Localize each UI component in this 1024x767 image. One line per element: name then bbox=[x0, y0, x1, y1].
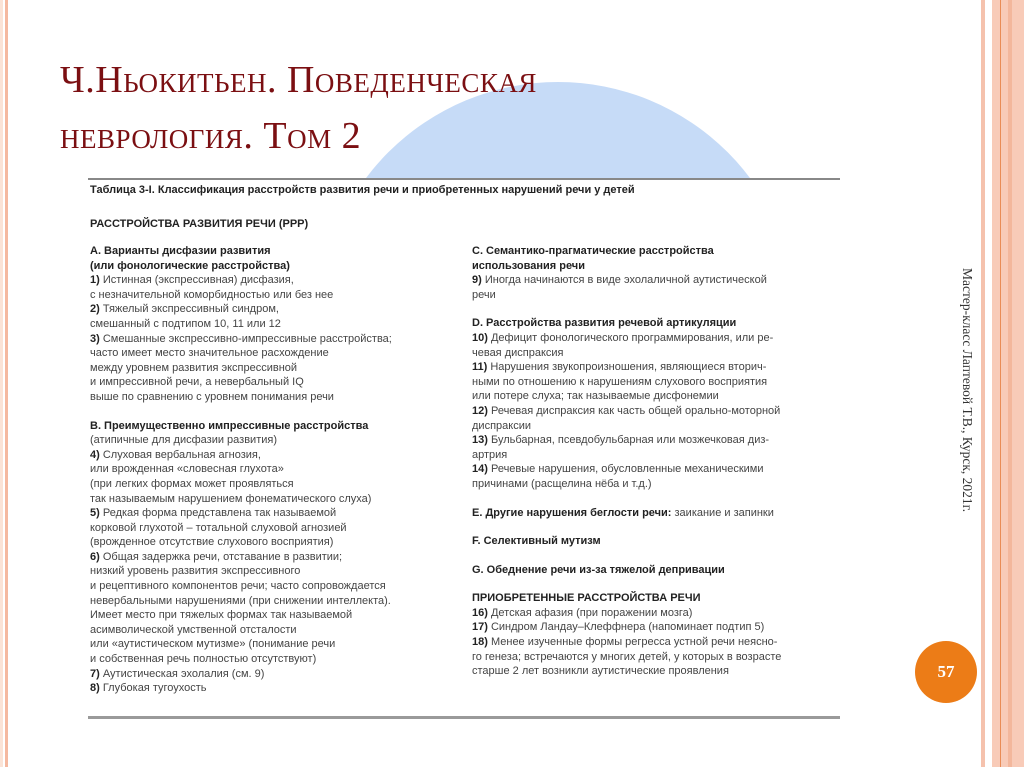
decorative-stripe-left-outer bbox=[0, 0, 3, 767]
list-item-12-cont: диспраксии bbox=[472, 419, 531, 432]
section-g-title: G. Обеднение речи из-за тяжелой депривации bbox=[472, 563, 725, 576]
list-item-14: 14) Речевые нарушения, обусловленные механическими bbox=[472, 463, 764, 476]
list-item-4-cont: (при легких формах может проявляться bbox=[90, 477, 294, 490]
table-top-rule bbox=[88, 178, 840, 180]
list-item-4: 4) Слуховая вербальная агнозия, bbox=[90, 448, 261, 461]
section-d-title: D. Расстройства развития речевой артикуляции bbox=[472, 317, 737, 330]
list-item-6-cont: Имеет место при тяжелых формах так называемой bbox=[90, 609, 353, 622]
list-item-13-cont: артрия bbox=[472, 448, 508, 461]
list-item-3-cont: между уровнем развития экспрессивной bbox=[90, 361, 298, 374]
section-a-subtitle: (или фонологические расстройства) bbox=[90, 259, 290, 272]
acquired-disorders-title: ПРИОБРЕТЕННЫЕ РАССТРОЙСТВА РЕЧИ bbox=[472, 592, 701, 605]
list-item-1-cont: с незначительной коморбидностью или без нее bbox=[90, 288, 334, 301]
page-number-badge: 57 bbox=[915, 641, 977, 703]
list-item-9-cont: речи bbox=[472, 288, 496, 301]
list-item-6-cont: низкий уровень развития экспрессивного bbox=[90, 565, 301, 578]
list-item-11-cont: ными по отношению к нарушениям слухового восприятия bbox=[472, 375, 768, 388]
list-item-3-cont: и импрессивной речи, а невербальный IQ bbox=[90, 376, 304, 389]
scanned-table-image bbox=[88, 178, 840, 718]
list-item-7: 7) Аутистическая эхолалия (см. 9) bbox=[90, 667, 265, 680]
decorative-stripe-right-4 bbox=[1008, 0, 1012, 767]
list-item-11: 11) Нарушения звукопроизношения, являющиеся вторич- bbox=[472, 361, 767, 374]
section-b-subtitle: (атипичные для дисфазии развития) bbox=[90, 434, 277, 447]
table-heading: РАССТРОЙСТВА РАЗВИТИЯ РЕЧИ (РРР) bbox=[90, 218, 309, 230]
list-item-2-cont: смешанный с подтипом 10, 11 или 12 bbox=[90, 317, 281, 330]
list-item-3-cont: часто имеет место значительное расхождение bbox=[90, 347, 329, 360]
slide-title-line-1: Ч.Ньокитьен. Поведенческая bbox=[60, 59, 537, 101]
list-item-12: 12) Речевая диспраксия как часть общей орально-моторной bbox=[472, 404, 781, 417]
side-note bbox=[940, 268, 980, 598]
section-f-title: F. Селективный мутизм bbox=[472, 535, 601, 548]
list-item-10: 10) Дефицит фонологического программирования, или ре- bbox=[472, 331, 774, 344]
list-item-6-cont: или «аутистическом мутизме» (понимание речи bbox=[90, 638, 336, 651]
list-item-6-cont: и рецептивного компонентов речи; часто сопровождается bbox=[90, 580, 386, 593]
list-item-18-cont: старше 2 лет возникли аутистические проявления bbox=[472, 665, 729, 678]
list-item-5: 5) Редкая форма представлена так называемой bbox=[90, 507, 337, 520]
list-item-3-cont: выше по сравнению с уровнем понимания речи bbox=[90, 390, 334, 403]
decorative-stripe-right-3 bbox=[1000, 0, 1001, 767]
list-item-3: 3) Смешанные экспрессивно-импрессивные расстройства; bbox=[90, 332, 392, 345]
list-item-6-cont: асимволической умственной отсталости bbox=[90, 623, 297, 636]
table-bottom-rule bbox=[88, 716, 840, 719]
list-item-9: 9) Иногда начинаются в виде эхолаличной аутистической bbox=[472, 274, 767, 287]
side-note-text: Мастер-класс Лаптевой Т.В., Курск, 2021г. bbox=[960, 268, 975, 513]
decorative-stripe-right-1 bbox=[981, 0, 985, 767]
section-a-title: А. Варианты дисфазии развития bbox=[90, 245, 271, 257]
slide-title-line-2: неврология. Том 2 bbox=[60, 115, 362, 157]
list-item-13: 13) Бульбарная, псевдобульбарная или мозжечковая диз- bbox=[472, 434, 770, 447]
list-item-10-cont: чевая диспраксия bbox=[472, 346, 564, 359]
list-item-4-cont: так называемым нарушением фонематического слуха) bbox=[90, 492, 372, 505]
list-item-5-cont: (врожденное отсутствие слухового восприятия) bbox=[90, 536, 334, 549]
list-item-1: 1) Истинная (экспрессивная) дисфазия, bbox=[90, 274, 294, 287]
section-c-title: С. Семантико-прагматические расстройства bbox=[472, 245, 714, 257]
list-item-18-cont: го генеза; встречаются у многих детей, у которых в возрасте bbox=[472, 650, 782, 663]
list-item-14-cont: причинами (расщелина нёба и т.д.) bbox=[472, 477, 652, 490]
list-item-6-cont: невербальными нарушениями (при снижении интеллекта). bbox=[90, 594, 391, 607]
table-caption: Таблица 3-I. Классификация расстройств развития речи и приобретенных нарушений речи у детей bbox=[90, 184, 635, 196]
list-item-11-cont: или потере слуха; так называемые дисфонемии bbox=[472, 390, 719, 403]
list-item-2: 2) Тяжелый экспрессивный синдром, bbox=[90, 303, 279, 316]
section-b-title: В. Преимущественно импрессивные расстройства bbox=[90, 419, 369, 432]
slide-title bbox=[60, 52, 760, 164]
list-item-17: 17) Синдром Ландау–Клеффнера (напоминает подтип 5) bbox=[472, 621, 765, 634]
table-column-right bbox=[472, 244, 842, 679]
list-item-6: 6) Общая задержка речи, отставание в развитии; bbox=[90, 550, 343, 563]
section-c-subtitle: использования речи bbox=[472, 259, 585, 272]
decorative-stripe-left-inner bbox=[5, 0, 8, 767]
list-item-16: 16) Детская афазия (при поражении мозга) bbox=[472, 606, 693, 619]
list-item-18: 18) Менее изученные формы регресса устной речи неясно- bbox=[472, 636, 778, 649]
section-e: Е. Другие нарушения беглости речи: заикание и запинки bbox=[472, 506, 774, 519]
list-item-6-cont: и собственная речь полностью отсутствуют) bbox=[90, 653, 317, 666]
list-item-8: 8) Глубокая тугоухость bbox=[90, 682, 207, 695]
list-item-4-cont: или врожденная «словесная глухота» bbox=[90, 463, 284, 476]
table-column-left bbox=[90, 244, 460, 696]
list-item-5-cont: корковой глухотой – тотальной слуховой агнозией bbox=[90, 521, 347, 534]
